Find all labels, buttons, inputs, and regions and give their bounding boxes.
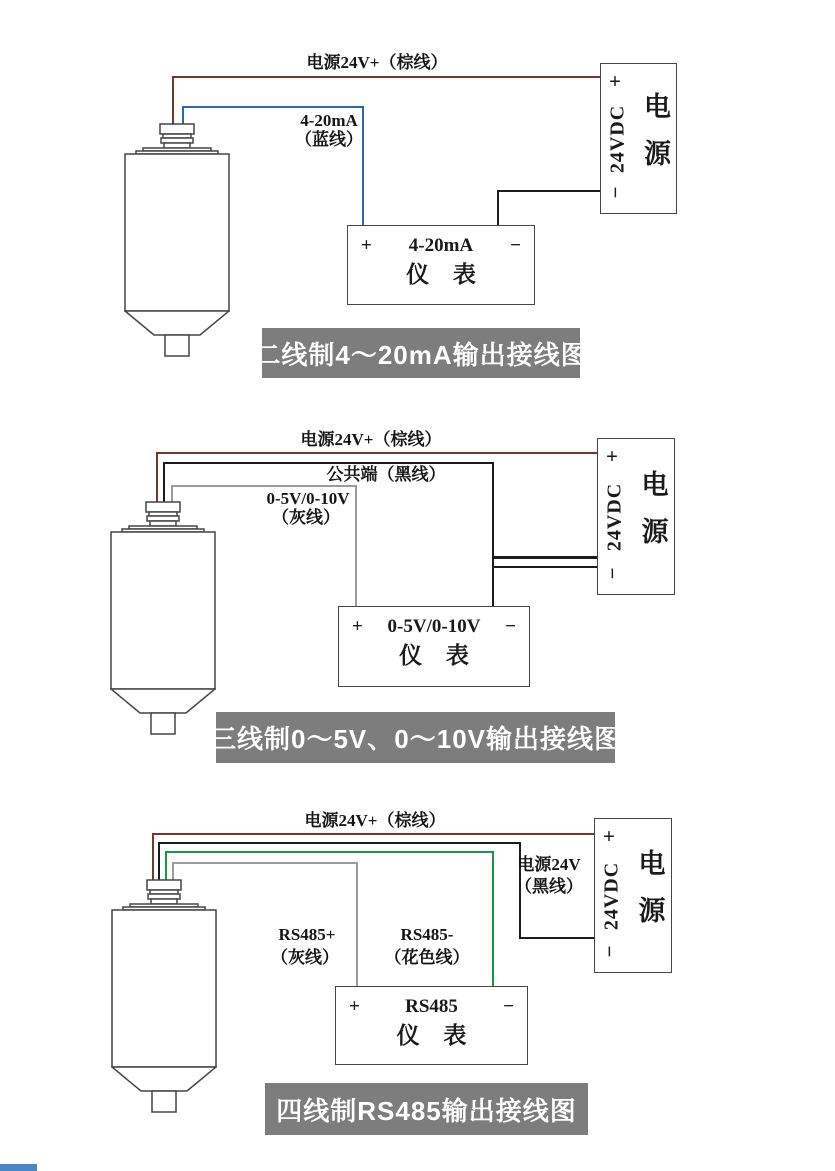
d3-power-plus-terminal: + — [603, 824, 615, 848]
d2-brown-wire-horizontal — [156, 452, 597, 454]
d2-power-supply-box — [597, 438, 675, 595]
corner-blue-strip — [0, 1164, 37, 1171]
d2-brown-wire-vertical — [156, 452, 158, 507]
d3-power-name: 电源 — [634, 848, 665, 943]
d1-meter-box — [347, 225, 535, 305]
d3-gray-wire-horizontal — [172, 862, 358, 864]
d2-black-wire-from-power-minus — [492, 566, 597, 568]
d2-meter-box — [338, 606, 530, 687]
d3-black-wire-to-power-minus — [519, 937, 594, 939]
d1-black-wire-vertical — [497, 190, 499, 226]
d3-power-rating-label: 24VDC — [600, 861, 623, 930]
d1-power-name: 电源 — [640, 91, 670, 186]
d3-rs485a-label-line1: RS485+ — [278, 925, 336, 944]
d3-title-banner — [265, 1083, 588, 1135]
d2-power-name: 电源 — [637, 469, 668, 564]
d3-power-wire-label: 电源24V+（棕线） — [304, 811, 446, 830]
d3-power-neg-label-line1: 电源24V — [517, 855, 581, 874]
d1-power-plus-terminal: + — [609, 69, 621, 93]
d2-meter-minus-terminal: − — [505, 616, 516, 637]
d3-power-supply-box — [594, 818, 672, 973]
d2-power-terminal-column — [598, 439, 632, 594]
d3-rs485b-label-line2: （花色线） — [384, 948, 470, 967]
d3-black-wire-horizontal — [158, 842, 521, 844]
d1-power-supply-box — [600, 63, 677, 214]
d1-power-minus-terminal: − — [603, 186, 628, 199]
d3-power-neg-label-line2: （黑线） — [515, 877, 583, 896]
d2-common-wire-label: 公共端（黑线） — [326, 465, 446, 484]
d2-meter-name: 仪 表 — [399, 643, 469, 668]
d3-green-wire-vertical-meter — [492, 851, 494, 987]
d1-title-banner — [254, 328, 588, 378]
d3-rs485b-label-line1: RS485- — [400, 925, 454, 944]
d3-rs485a-label-line2: （灰线） — [271, 948, 339, 967]
d1-power-wire-label: 电源24V+（棕线） — [306, 53, 448, 72]
d3-power-terminal-column — [595, 819, 629, 972]
d2-gray-wire-horizontal — [171, 485, 357, 487]
level-sensor-illustration — [110, 501, 216, 735]
d2-power-wire-label: 电源24V+（棕线） — [300, 430, 442, 449]
d2-black-wire-to-power-minus — [492, 556, 597, 559]
d2-power-plus-terminal: + — [606, 444, 618, 468]
d3-meter-box — [335, 986, 528, 1065]
level-sensor-illustration — [111, 879, 217, 1113]
d1-signal-wire-label-line1: 4-20mA — [300, 111, 358, 130]
d3-meter-minus-terminal: − — [503, 996, 514, 1017]
d3-brown-wire-horizontal — [152, 833, 594, 835]
d2-power-rating-label: 24VDC — [603, 482, 626, 551]
d3-brown-wire-vertical — [152, 833, 154, 885]
d1-meter-signal-label: 4-20mA — [408, 235, 474, 256]
d2-title: 三线制0～5V、0～10V输出接线图 — [210, 724, 621, 754]
d1-power-terminal-column — [601, 64, 635, 213]
d1-black-wire-horizontal — [497, 190, 601, 192]
d2-signal-wire-label-line2: （灰线） — [272, 508, 340, 527]
d1-power-rating-label: 24VDC — [606, 104, 629, 173]
d1-meter-plus-terminal: + — [361, 235, 372, 256]
level-sensor-illustration — [124, 123, 230, 357]
d3-green-wire-horizontal — [165, 851, 494, 853]
d1-blue-wire-horizontal — [182, 106, 364, 108]
d3-meter-plus-terminal: + — [349, 996, 360, 1017]
d3-gray-wire-vertical-meter — [356, 862, 358, 987]
d3-meter-signal-label: RS485 — [405, 996, 458, 1017]
d2-signal-wire-label-line1: 0-5V/0-10V — [266, 489, 350, 508]
d1-brown-wire-horizontal — [172, 76, 601, 78]
d3-power-minus-terminal: − — [597, 945, 622, 958]
d1-meter-minus-terminal: − — [510, 235, 521, 256]
d3-title: 四线制RS485输出接线图 — [276, 1095, 577, 1126]
d2-title-banner — [210, 712, 621, 763]
d2-black-wire-vertical-down — [492, 462, 494, 607]
d2-gray-wire-vertical-meter — [355, 485, 357, 607]
d3-meter-name: 仪 表 — [396, 1023, 467, 1048]
d2-meter-plus-terminal: + — [352, 616, 363, 637]
d1-blue-wire-vertical-meter — [362, 106, 364, 226]
d1-brown-wire-vertical — [172, 76, 174, 130]
d1-title: 二线制4～20mA输出接线图 — [254, 339, 588, 370]
d2-power-minus-terminal: − — [600, 567, 625, 580]
d2-black-wire-horizontal — [163, 462, 494, 464]
d2-meter-signal-label: 0-5V/0-10V — [387, 616, 481, 637]
d1-meter-name: 仪 表 — [406, 262, 476, 287]
d1-signal-wire-label-line2: （蓝线） — [295, 130, 363, 149]
